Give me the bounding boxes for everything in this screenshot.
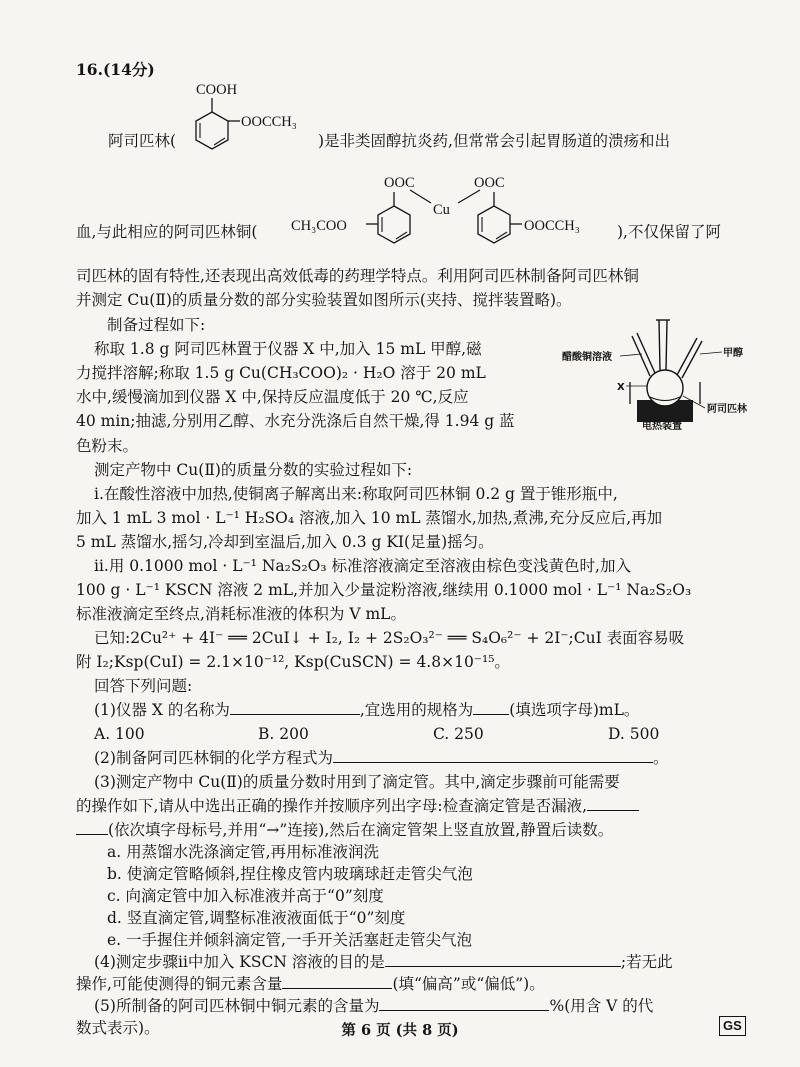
intro-line2-b: ),不仅保留了阿 <box>617 223 721 241</box>
intro-line1-b: )是非类固醇抗炎药,但常常会引起胃肠道的溃疡和出 <box>318 132 670 150</box>
known-line2: 附 I₂;Ksp(CuI) = 2.1×10⁻¹², Ksp(CuSCN) = 4.8×10⁻¹⁵。 <box>76 653 510 671</box>
q1-text-c: (填选项字母)mL。 <box>509 701 640 719</box>
q3-blank-a[interactable] <box>587 796 639 811</box>
apparatus-label-right: 甲醇 <box>723 348 743 359</box>
preparation-line1: 称取 1.8 g 阿司匹林置于仪器 X 中,加入 15 mL 甲醇,磁 <box>94 340 482 358</box>
q4-line1 <box>94 952 673 972</box>
q3-line2 <box>76 796 639 816</box>
q5-line2-visible <box>76 1018 160 1043</box>
q4-blank-purpose[interactable] <box>385 952 621 967</box>
q4-line2 <box>76 974 545 994</box>
step2-line1: ⅱ.用 0.1000 mol · L⁻¹ Na₂S₂O₃ 标准溶液滴定至溶液由棕色变浅黄色时,加入 <box>94 557 631 575</box>
apparatus-label-x: X <box>617 382 625 393</box>
q1-blank-spec[interactable] <box>473 700 509 715</box>
q3-option-e: e. 一手握住并倾斜滴定管,一手开关活塞赶走管尖气泡 <box>107 931 472 949</box>
q4-blank-effect[interactable] <box>282 974 392 989</box>
apparatus-diagram <box>560 312 760 432</box>
step1-line3: 5 mL 蒸馏水,摇匀,冷却到室温后,加入 0.3 g KI(足量)摇匀。 <box>76 533 494 551</box>
step1-line2: 加入 1 mL 3 mol · L⁻¹ H₂SO₄ 溶液,加入 10 mL 蒸馏水,加热,煮沸,充分反应后,再加 <box>76 509 663 527</box>
q1-option-a: A. 100 <box>94 725 145 743</box>
aspirin-structure <box>176 76 336 158</box>
q1-line <box>94 700 639 720</box>
q5-line1 <box>94 996 653 1016</box>
intro-line2-a: 血,与此相应的阿司匹林铜( <box>76 223 258 241</box>
q3-blank-b[interactable] <box>76 820 108 835</box>
q1-option-d: D. 500 <box>608 725 660 743</box>
apparatus-label-left: 醋酸铜溶液 <box>562 352 612 363</box>
q3-line3-text: (依次填字母标号,并用“→”连接),然后在滴定管架上竖直放置,静置后读数。 <box>108 821 614 839</box>
q3-line2-text: 的操作如下,请从中选出正确的操作并按顺序列出字母:检查滴定管是否漏液, <box>76 797 588 815</box>
q3-line3 <box>76 820 613 840</box>
q5-blank[interactable] <box>379 996 549 1011</box>
q3-line1: (3)测定产物中 Cu(Ⅱ)的质量分数时用到了滴定管。其中,滴定步骤前可能需要 <box>94 773 620 791</box>
copper-left-ester: CH₃COO <box>291 218 347 234</box>
q3-option-c: c. 向滴定管中加入标准液并高于“0”刻度 <box>107 887 384 905</box>
q1-blank-name[interactable] <box>230 700 360 715</box>
q5-text-b: %(用含 V 的代 <box>549 997 654 1015</box>
apparatus-label-heater: 电热装置 <box>642 421 682 432</box>
copper-right-carboxylate: OOC <box>474 175 505 191</box>
intro-line3: 司匹林的固有特性,还表现出高效低毒的药理学特点。利用阿司匹林制备阿司匹林铜 <box>76 267 639 285</box>
question-header: 16.(14分) <box>76 60 155 79</box>
step1-line1: ⅰ.在酸性溶液中加热,使铜离子解离出来:称取阿司匹林铜 0.2 g 置于锥形瓶中, <box>94 485 618 503</box>
q1-option-b: B. 200 <box>258 725 309 743</box>
q2-blank[interactable] <box>333 748 653 763</box>
q1-text-b: ,宜选用的规格为 <box>359 701 474 719</box>
q2-line <box>94 748 668 768</box>
copper-right-ester: OOCCH₃ <box>524 218 580 234</box>
aspirin-ester-label: OOCCH₃ <box>241 114 297 130</box>
exam-code-badge: GS <box>719 1016 746 1036</box>
q4-text-d: (填“偏高”或“偏低”)。 <box>392 975 545 993</box>
answer-prompt: 回答下列问题: <box>94 677 193 695</box>
step2-line2: 100 g · L⁻¹ KSCN 溶液 2 mL,并加入少量淀粉溶液,继续用 0.1000 mol · L⁻¹ Na₂S₂O₃ <box>76 581 692 599</box>
q1-text-a: (1)仪器 X 的名称为 <box>94 701 230 719</box>
q5-text-a: (5)所制备的阿司匹林铜中铜元素的含量为 <box>94 997 380 1015</box>
preparation-line5: 色粉末。 <box>76 437 139 455</box>
measurement-title: 测定产物中 Cu(Ⅱ)的质量分数的实验过程如下: <box>94 461 413 479</box>
intro-line1-a: 阿司匹林( <box>108 132 177 150</box>
aspirin-copper-structure <box>284 170 644 260</box>
known-line1: 已知:2Cu²⁺ + 4I⁻ ══ 2CuI↓ + I₂, I₂ + 2S₂O₃²⁻ ══ S₄O₆²⁻ + 2I⁻;CuI 表面容易吸 <box>94 629 685 647</box>
preparation-line3: 水中,缓慢滴加到仪器 X 中,保持反应温度低于 20 ℃,反应 <box>76 388 469 406</box>
q1-option-c: C. 250 <box>433 725 484 743</box>
q2-text-b: 。 <box>652 749 669 767</box>
q3-option-d: d. 竖直滴定管,调整标准液液面低于“0”刻度 <box>107 909 406 927</box>
q2-text-a: (2)制备阿司匹林铜的化学方程式为 <box>94 749 333 767</box>
q4-text-c: 操作,可能使测得的铜元素含量 <box>76 975 283 993</box>
step2-line3: 标准液滴定至终点,消耗标准液的体积为 V mL。 <box>76 605 406 623</box>
copper-center-label: Cu <box>433 202 450 218</box>
q3-option-b: b. 使滴定管略倾斜,捏住橡皮管内玻璃球赶走管尖气泡 <box>107 865 473 883</box>
preparation-title: 制备过程如下: <box>107 316 206 334</box>
q4-text-b: ;若无此 <box>620 953 673 971</box>
intro-line4: 并测定 Cu(Ⅱ)的质量分数的部分实验装置如图所示(夹持、搅拌装置略)。 <box>76 291 572 309</box>
page-footer: 第 6 页 (共 8 页) <box>341 1022 459 1039</box>
preparation-line2: 力搅拌溶解;称取 1.5 g Cu(CH₃COO)₂ · H₂O 溶于 20 mL <box>76 364 486 382</box>
copper-left-carboxylate: OOC <box>384 175 415 191</box>
q4-text-a: (4)测定步骤ⅱ中加入 KSCN 溶液的目的是 <box>94 953 385 971</box>
q5-text-c: 数式表示)。 <box>76 1019 160 1037</box>
q3-option-a: a. 用蒸馏水洗涤滴定管,再用标准液润洗 <box>107 843 380 861</box>
preparation-line4: 40 min;抽滤,分别用乙醇、水充分洗涤后自然干燥,得 1.94 g 蓝 <box>76 412 515 430</box>
apparatus-label-aspirin: 阿司匹林 <box>707 404 747 415</box>
aspirin-cooh-label: COOH <box>196 82 238 98</box>
